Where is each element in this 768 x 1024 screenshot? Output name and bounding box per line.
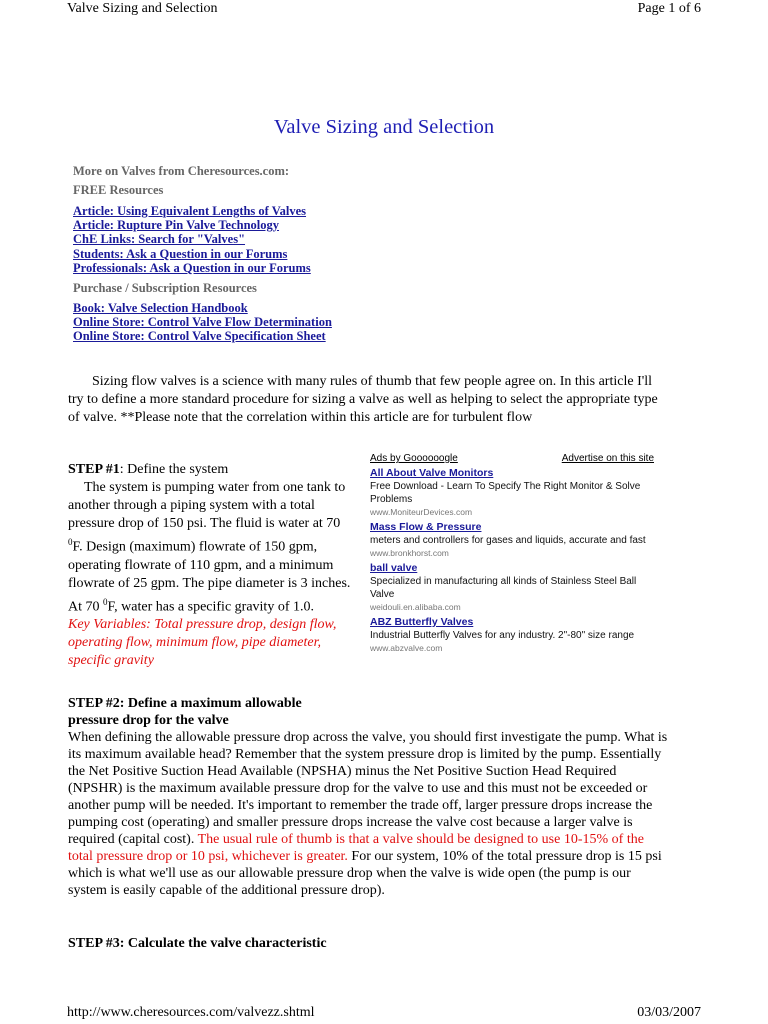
step3-heading: STEP #3: Calculate the valve characteristic [68,936,327,951]
ad-url[interactable]: www.MoniteurDevices.com [370,507,473,517]
ad-title-link[interactable]: ABZ Butterfly Valves [370,616,474,628]
link-equivalent-lengths[interactable]: Article: Using Equivalent Lengths of Valves [73,204,307,218]
ad-title-link[interactable]: All About Valve Monitors [370,467,494,479]
ads-header [370,453,654,465]
step1-section [68,461,351,670]
link-rupture-pin[interactable]: Article: Rupture Pin Valve Technology [73,218,280,233]
ad-title-link[interactable]: Mass Flow & Pressure [370,521,482,533]
step2-heading: STEP #2: Define a maximum allowable pressure drop for the valve [68,696,302,728]
footer-url: http://www.cheresources.com/valvezz.shtml [67,1005,315,1020]
degree-sup: 0 [103,596,108,607]
advertise-link[interactable]: Advertise on this site [561,453,654,464]
link-flow-determination[interactable]: Online Store: Control Valve Flow Determination [73,315,332,330]
step2-body: When defining the allowable pressure drop across the valve, you should first investigate the pump. What is its maximum available head? Remember that the system pressure drop is limited by the pump. Essentially the Net Positive Suction Head Available (NPSHA) minus the Net Positive Suction Head Required (NPSHR) is the maximum available pressure drop for the valve to use and this must not be exceeded or another pump will be needed. It's important to remember the trade off, larger pressure drops increase the pumping cost (operating) and smaller pressure drops increase the valve cost because a larger valve is required (capital cost). The usual rule of thumb is that a valve should be designed to use 10-15% of the total pressure drop or 10 psi, whichever is greater. For our system, 10% of the total pressure drop is 15 psi which is what we'll use as our allowable pressure drop when the valve is wide open (the pump is our system is easily capable of the additional pressure drop). [68,730,668,898]
ad-url[interactable]: www.bronkhorst.com [370,548,449,558]
ad-description: meters and controllers for gases and liquids, accurate and fast [370,535,646,546]
degree-sup: 0 [68,537,73,547]
ad-item [370,521,654,559]
page-indicator: Page 1 of 6 [637,1,701,16]
ad-item [370,616,654,654]
step1-body: The system is pumping water from one tank to another through a piping system with a total pressure drop of 150 psi. The fluid is water at 70 $^0$F. Design (maximum) flowrate of 150 gpm, operating flowrate of 110 gpm, and a minimum flowrate of 25 gpm. The pipe diameter is 3 inches. At 70 $^0$F, water has a specific gravity of 1.0. [68,480,351,615]
ad-description: Industrial Butterfly Valves for any industry. 2"-80" size range [370,630,635,641]
link-che-links-search[interactable]: ChE Links: Search for "Valves" [73,232,246,247]
step2-section [68,695,668,899]
ad-url[interactable]: www.abzvalve.com [370,643,443,653]
more-on-valves-label: More on Valves from Cheresources.com: [73,164,290,178]
intro-paragraph: Sizing flow valves is a science with many rules of thumb that few people agree on. In this article I'll try to define a more standard procedure for sizing a valve as well as helping to select the appropriate type of valve. **Please note that the correlation within this article are for turbulent flow [68,374,658,425]
ad-item [370,467,654,518]
header-title: Valve Sizing and Selection [67,1,218,16]
ad-description: Free Download - Learn To Specify The Right Monitor & Solve Problems [370,481,641,505]
free-resources-links [73,204,311,275]
free-resources-label: FREE Resources [73,183,164,197]
link-students-forum[interactable]: Students: Ask a Question in our Forums [73,246,288,261]
page-title: Valve Sizing and Selection [273,116,495,138]
ad-title-link[interactable]: ball valve [370,562,418,574]
link-specification-sheet[interactable]: Online Store: Control Valve Specification Sheet [73,329,326,344]
step1-heading: STEP #1: Define the system [68,462,229,477]
ads-by-link[interactable]: Ads by Goooooogle [370,453,458,464]
ad-item [370,562,654,613]
link-valve-handbook[interactable]: Book: Valve Selection Handbook [73,301,248,315]
purchase-resources-label: Purchase / Subscription Resources [73,281,257,295]
link-professionals-forum[interactable]: Professionals: Ask a Question in our Forums [73,260,311,275]
rule-of-thumb: The usual rule of thumb is that a valve should be designed to use 10-15% of the total pressure drop or 10 psi, whichever is greater. [68,832,644,864]
ad-url[interactable]: weidouli.en.alibaba.com [370,602,461,612]
ad-description: Specialized in manufacturing all kinds of Stainless Steel Ball Valve [370,576,637,600]
step1-key-variables: Key Variables: Total pressure drop, design flow, operating flow, minimum flow, pipe diameter, specific gravity [68,617,337,669]
purchase-resources-links [73,301,332,344]
ads-panel [370,453,654,657]
footer-date: 03/03/2007 [637,1005,701,1020]
